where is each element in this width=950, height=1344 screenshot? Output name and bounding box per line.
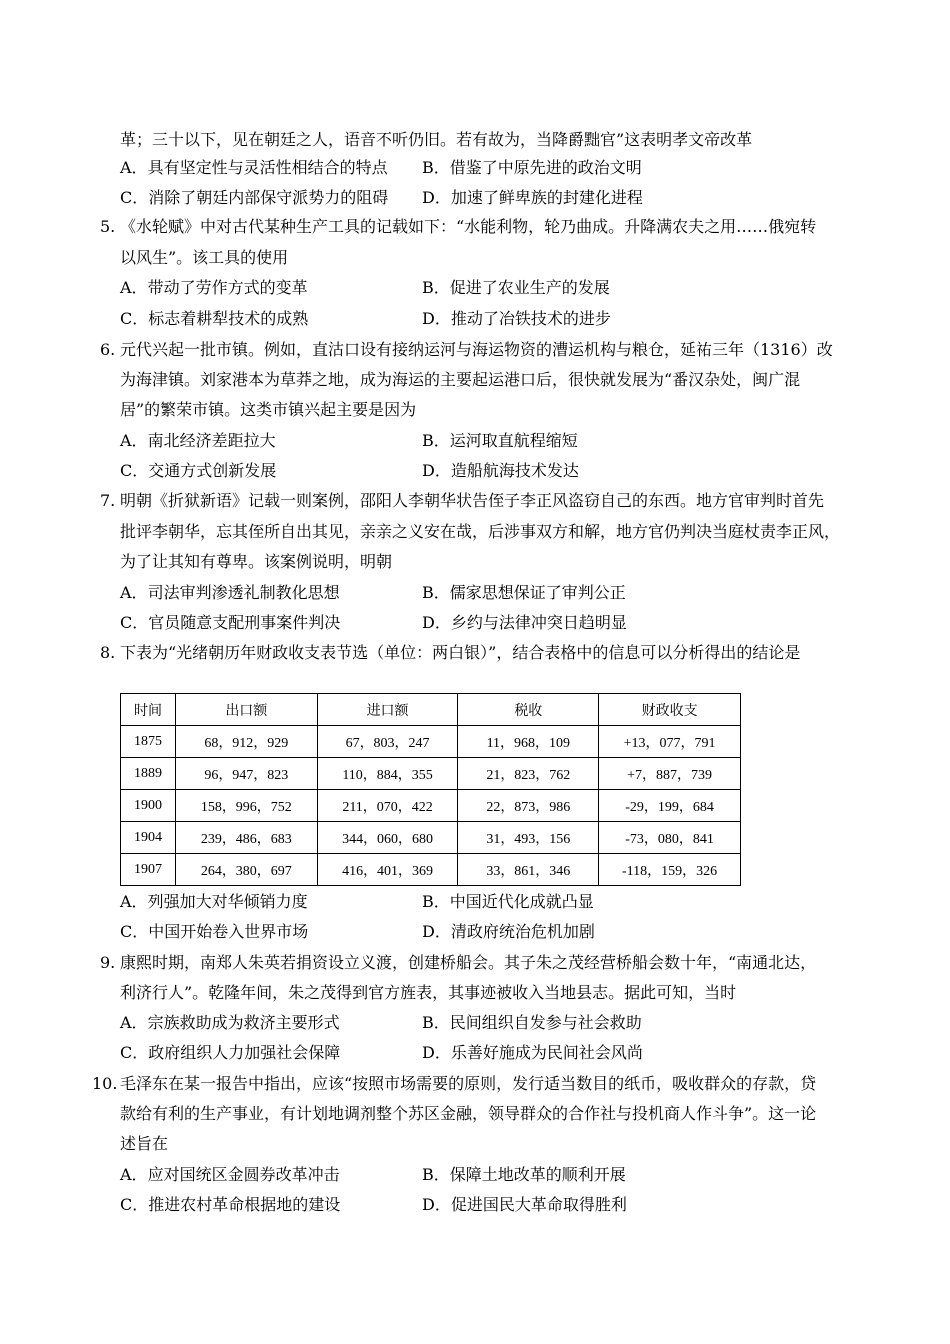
table-cell: +7，887，739 [599, 758, 741, 790]
question-10-number: 10. [92, 1074, 118, 1093]
q10-option-d: D．促进国民大革命取得胜利 [422, 1195, 627, 1214]
table-row [121, 822, 741, 854]
table-cell: 22，873，986 [458, 790, 599, 822]
question-5-number: 5. [100, 217, 116, 236]
table-cell: 1875 [121, 726, 176, 758]
table-cell: +13，077，791 [599, 726, 741, 758]
table-cell: 211，070，422 [317, 790, 458, 822]
question-7-number: 7. [100, 491, 116, 510]
q9-option-c: C．政府组织人力加强社会保障 [120, 1043, 341, 1062]
question-10-line-1: 毛泽东在某一报告中指出，应该“按照市场需要的原则，发行适当数目的纸币，吸收群众的存款，贷 [120, 1074, 817, 1093]
q6-option-d: D．造船航海技术发达 [422, 461, 579, 480]
table-cell: 31，493，156 [458, 822, 599, 854]
q4-option-d: D．加速了鲜卑族的封建化进程 [422, 188, 643, 207]
table-header-row [121, 694, 741, 726]
table-cell: 68，912，929 [175, 726, 317, 758]
table-cell: 96，947，823 [175, 758, 317, 790]
table-cell: 110，884，355 [317, 758, 458, 790]
question-5-line-1: 《水轮赋》中对古代某种生产工具的记载如下：“水能利物，轮乃曲成。升降满农夫之用……俄宛转 [120, 217, 817, 236]
q6-option-a: A．南北经济差距拉大 [120, 431, 276, 450]
table-cell: -29，199，684 [599, 790, 741, 822]
q6-option-b: B．运河取直航程缩短 [422, 431, 578, 450]
q10-option-a: A．应对国统区金圆券改革冲击 [120, 1165, 340, 1184]
table-cell: 33，861，346 [458, 854, 599, 886]
question-6-line-3: 居”的繁荣市镇。这类市镇兴起主要是因为 [120, 400, 417, 419]
question-8-number: 8. [100, 643, 116, 662]
q9-option-b: B．民间组织自发参与社会救助 [422, 1013, 642, 1032]
question-4-tail-line: 革；三十以下，见在朝廷之人，语音不听仍旧。若有故为，当降爵黜官”这表明孝文帝改革 [120, 130, 753, 149]
table-row [121, 854, 741, 886]
q4-option-c: C．消除了朝廷内部保守派势力的阻碍 [120, 188, 389, 207]
q4-option-b: B．借鉴了中原先进的政治文明 [422, 158, 642, 177]
q4-option-a: A．具有坚定性与灵活性相结合的特点 [120, 158, 388, 177]
question-6-number: 6. [100, 340, 116, 359]
table-row [121, 726, 741, 758]
q7-option-d: D．乡约与法律冲突日趋明显 [422, 613, 627, 632]
q7-option-b: B．儒家思想保证了审判公正 [422, 583, 626, 602]
q9-option-d: D．乐善好施成为民间社会风尚 [422, 1043, 643, 1062]
table-cell: 1900 [121, 790, 176, 822]
question-9-line-2: 利济行人”。乾隆年间，朱之茂得到官方旌表，其事迹被收入当地县志。据此可知，当时 [120, 983, 737, 1002]
table-row [121, 758, 741, 790]
finance-table [120, 693, 741, 886]
table-cell: 416，401，369 [317, 854, 458, 886]
table-row [121, 790, 741, 822]
q8-option-b: B．中国近代化成就凸显 [422, 892, 594, 911]
table-cell: 1889 [121, 758, 176, 790]
q7-option-a: A．司法审判渗透礼制教化思想 [120, 583, 340, 602]
q8-option-a: A．列强加大对华倾销力度 [120, 892, 308, 911]
table-header-cell: 税收 [458, 694, 599, 726]
q8-option-c: C．中国开始卷入世界市场 [120, 922, 309, 941]
table-cell: 11，968，109 [458, 726, 599, 758]
table-cell: 21，823，762 [458, 758, 599, 790]
table-header-cell: 进口额 [317, 694, 458, 726]
question-10-line-3: 述旨在 [120, 1134, 169, 1153]
table-cell: -118，159，326 [599, 854, 741, 886]
table-header-cell: 出口额 [175, 694, 317, 726]
table-cell: -73，080，841 [599, 822, 741, 854]
question-7-line-3: 为了让其知有尊卑。该案例说明，明朝 [120, 552, 393, 571]
question-6-line-2: 为海津镇。刘家港本为草莽之地，成为海运的主要起运港口后，很快就发展为“番汉杂处，闽广混 [120, 370, 801, 389]
question-9-line-1: 康熙时期，南郑人朱英若捐资设立义渡，创建桥船会。其子朱之茂经营桥船会数十年，“南通北达， [120, 953, 817, 972]
question-10-line-2: 款给有利的生产事业，有计划地调剂整个苏区金融，领导群众的合作社与投机商人作斗争”。这一论 [120, 1104, 817, 1123]
q10-option-c: C．推进农村革命根据地的建设 [120, 1195, 341, 1214]
question-5-line-2: 以风生”。该工具的使用 [120, 248, 289, 267]
question-9-number: 9. [100, 953, 116, 972]
q5-option-b: B．促进了农业生产的发展 [422, 278, 610, 297]
question-7-line-1: 明朝《折狱新语》记载一则案例，邵阳人李朝华状告侄子李正风盗窃自己的东西。地方官审判时首先 [120, 491, 825, 510]
q10-option-b: B．保障土地改革的顺利开展 [422, 1165, 626, 1184]
q8-option-d: D．清政府统治危机加剧 [422, 922, 595, 941]
q5-option-a: A．带动了劳作方式的变革 [120, 278, 308, 297]
table-header-cell: 财政收支 [599, 694, 741, 726]
table-cell: 67，803，247 [317, 726, 458, 758]
table-cell: 264，380，697 [175, 854, 317, 886]
q7-option-c: C．官员随意支配刑事案件判决 [120, 613, 341, 632]
table-cell: 1904 [121, 822, 176, 854]
q6-option-c: C．交通方式创新发展 [120, 461, 277, 480]
table-cell: 344，060，680 [317, 822, 458, 854]
table-cell: 239，486，683 [175, 822, 317, 854]
question-7-line-2: 批评李朝华，忘其侄所自出其见，亲亲之义安在哉，后涉事双方和解，地方官仍判决当庭杖责李正风， [120, 522, 841, 541]
table-cell: 158，996，752 [175, 790, 317, 822]
table-header-cell: 时间 [121, 694, 176, 726]
question-8-line-1: 下表为“光绪朝历年财政收支表节选（单位：两白银）”，结合表格中的信息可以分析得出的结论是 [120, 643, 801, 662]
q5-option-c: C．标志着耕犁技术的成熟 [120, 309, 309, 328]
q9-option-a: A．宗族救助成为救济主要形式 [120, 1013, 340, 1032]
q5-option-d: D．推动了冶铁技术的进步 [422, 309, 611, 328]
question-6-line-1: 元代兴起一批市镇。例如，直沽口设有接纳运河与海运物资的漕运机构与粮仓，延祐三年（1316）改 [120, 340, 833, 359]
table-cell: 1907 [121, 854, 176, 886]
